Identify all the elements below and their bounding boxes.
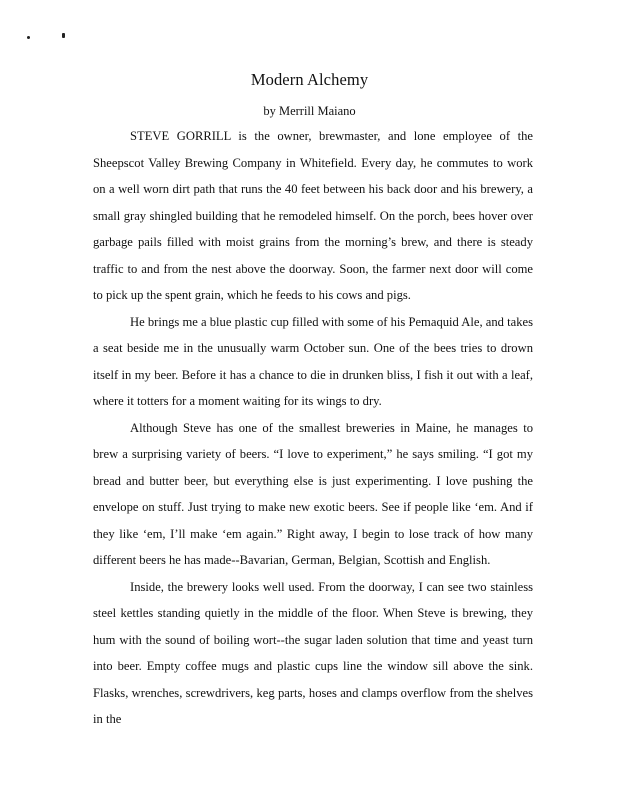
scan-speck: [27, 36, 30, 39]
paragraph: Inside, the brewery looks well used. From the doorway, I can see two stainless steel kettles standing quietly in the middle of the floor. When Steve is brewing, they hum with the sound of boiling wort--the sugar laden solution that time and yeast turn into beer. Empty coffee mugs and plastic cups line the window sill above the sink. Flasks, wrenches, screwdrivers, keg parts, hoses and clamps overflow from the shelves in the: [93, 579, 533, 726]
paragraph: STEVE GORRILL is the owner, brewmaster, and lone employee of the Sheepscot Valley Brewing Company in Whitefield. Every day, he commutes to work on a well worn dirt path that runs the 40 feet between his back door and his brewery, a small gray shingled building that he remodeled himself. On the porch, bees hover over garbage pails filled with moist grains from the morning’s brew, and there is steady traffic to and from the nest above the doorway. Soon, the farmer next door will come to pick up the spent grain, which he feeds to his cows and pigs.: [93, 129, 533, 302]
document-body: [93, 123, 533, 733]
paragraph: Although Steve has one of the smallest breweries in Maine, he manages to brew a surprising variety of beers. “I love to experiment,” he says smiling. “I got my bread and butter beer, but everything else is just experimenting. I love pushing the envelope on stuff. Just trying to make new exotic beers. See if people like ‘em. And if they like ‘em, I’ll make ‘em again.” Right away, I begin to lose track of how many different beers he has made--Bavarian, German, Belgian, Scottish and English.: [93, 420, 533, 567]
paragraph: He brings me a blue plastic cup filled with some of his Pemaquid Ale, and takes a seat beside me in the unusually warm October sun. One of the bees tries to drown itself in my beer. Before it has a chance to die in drunken bliss, I fish it out with a leaf, where it totters for a moment waiting for its wings to dry.: [93, 314, 533, 408]
document-title: Modern Alchemy: [250, 70, 369, 89]
scan-speck: [62, 33, 65, 38]
document-byline: by Merrill Maiano: [263, 104, 356, 118]
